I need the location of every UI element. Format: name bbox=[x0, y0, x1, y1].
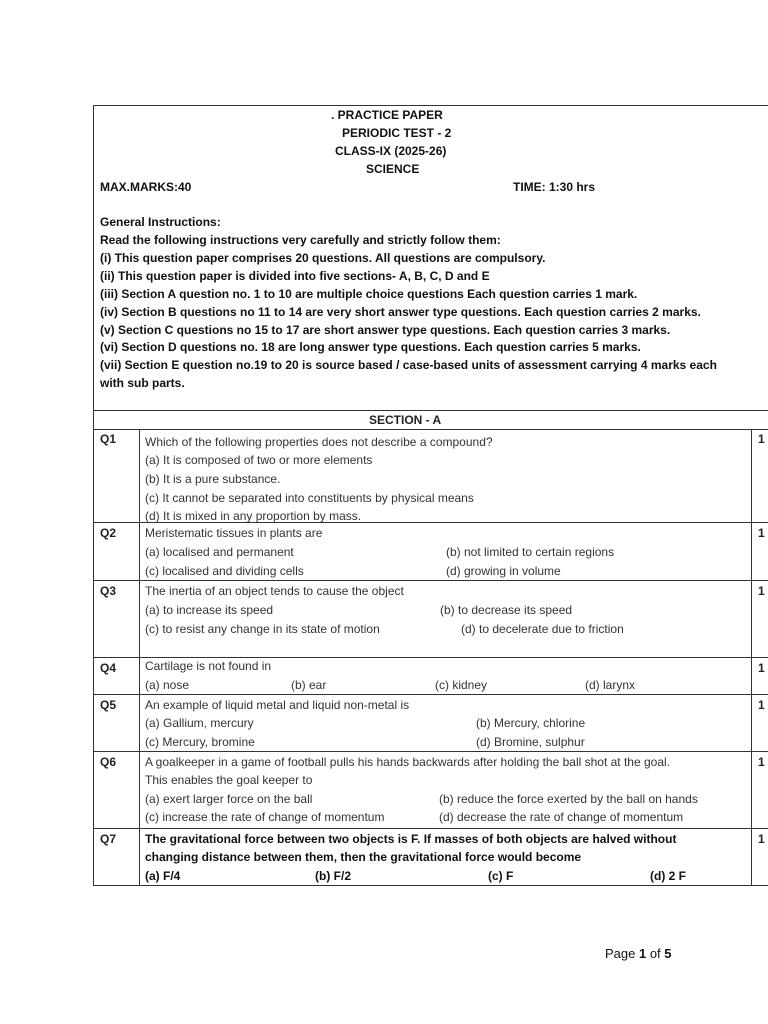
question-number-cell bbox=[94, 581, 140, 657]
option: (b) Mercury, chlorine bbox=[476, 716, 586, 730]
option: (c) to resist any change in its state of motion bbox=[145, 622, 380, 636]
option: (c) Mercury, bromine bbox=[145, 735, 255, 749]
question-number-cell bbox=[94, 658, 140, 694]
option: (c) F bbox=[488, 869, 514, 883]
marks-cell bbox=[751, 752, 768, 828]
option: (c) localised and dividing cells bbox=[145, 564, 304, 578]
question-paper-page bbox=[93, 105, 768, 886]
section-a-title: SECTION - A bbox=[369, 413, 442, 427]
option: (a) localised and permanent bbox=[145, 545, 294, 559]
question-text: Meristematic tissues in plants are bbox=[145, 526, 323, 540]
paper-header bbox=[94, 106, 768, 410]
marks-cell bbox=[751, 695, 768, 751]
option: (b) It is a pure substance. bbox=[145, 472, 281, 486]
option: (d) to decelerate due to friction bbox=[461, 622, 624, 636]
question-number: Q5 bbox=[100, 698, 117, 712]
total-pages: 5 bbox=[664, 946, 672, 961]
instruction-item: (ii) This question paper is divided into five sections- A, B, C, D and E bbox=[100, 269, 490, 283]
title-class: CLASS-IX (2025-26) bbox=[335, 144, 447, 158]
option: (a) exert larger force on the ball bbox=[145, 792, 313, 806]
marks: 1 bbox=[758, 698, 765, 712]
time-allowed: TIME: 1:30 hrs bbox=[513, 180, 596, 194]
instruction-item: (iii) Section A question no. 1 to 10 are multiple choice questions Each question carries 1 mark. bbox=[100, 287, 638, 301]
question-text-continued: This enables the goal keeper to bbox=[145, 773, 313, 787]
marks-cell bbox=[751, 829, 768, 885]
option: (d) decrease the rate of change of momentum bbox=[439, 810, 684, 824]
question-text: Cartilage is not found in bbox=[145, 659, 272, 673]
question-row bbox=[94, 429, 768, 523]
page-prefix: Page bbox=[605, 946, 639, 961]
question-text: Which of the following properties does not describe a compound? bbox=[145, 435, 493, 449]
option: (c) increase the rate of change of momentum bbox=[145, 810, 385, 824]
question-row bbox=[94, 658, 768, 695]
option: (a) nose bbox=[145, 678, 190, 692]
question-text: The inertia of an object tends to cause the object bbox=[145, 584, 404, 598]
section-a-heading bbox=[94, 410, 768, 430]
option: (a) Gallium, mercury bbox=[145, 716, 254, 730]
option: (d) Bromine, sulphur bbox=[476, 735, 585, 749]
question-number-cell bbox=[94, 523, 140, 580]
marks: 1 bbox=[758, 755, 765, 769]
marks: 1 bbox=[758, 526, 765, 540]
title-practice-paper: . PRACTICE PAPER bbox=[331, 108, 443, 122]
marks: 1 bbox=[758, 661, 765, 675]
question-number: Q4 bbox=[100, 661, 117, 675]
option: (d) It is mixed in any proportion by mass. bbox=[145, 509, 362, 523]
question-text-continued: changing distance between them, then the gravitational force would become bbox=[145, 850, 582, 864]
marks-cell bbox=[751, 429, 768, 522]
question-number: Q6 bbox=[100, 755, 117, 769]
option: (a) to increase its speed bbox=[145, 603, 274, 617]
option: (d) 2 F bbox=[650, 869, 686, 883]
option: (d) growing in volume bbox=[446, 564, 561, 578]
instruction-item: (i) This question paper comprises 20 questions. All questions are compulsory. bbox=[100, 251, 546, 265]
question-number-cell bbox=[94, 752, 140, 828]
page-of: of bbox=[646, 946, 665, 961]
question-text: An example of liquid metal and liquid non-metal is bbox=[145, 698, 410, 712]
option: (b) F/2 bbox=[315, 869, 351, 883]
question-row bbox=[94, 695, 768, 752]
option: (a) F/4 bbox=[145, 869, 181, 883]
question-row bbox=[94, 752, 768, 829]
current-page: 1 bbox=[638, 946, 647, 961]
instructions-intro: Read the following instructions very carefully and strictly follow them: bbox=[100, 233, 501, 247]
question-row bbox=[94, 523, 768, 581]
option: (c) It cannot be separated into constituents by physical means bbox=[145, 491, 474, 505]
question-row bbox=[94, 581, 768, 658]
marks-cell bbox=[751, 658, 768, 694]
question-number: Q2 bbox=[100, 526, 117, 540]
instruction-item: (vi) Section D questions no. 18 are long answer type questions. Each question carries 5 marks. bbox=[100, 340, 641, 354]
question-number-cell bbox=[94, 695, 140, 751]
question-number: Q1 bbox=[100, 432, 117, 446]
question-text: The gravitational force between two objects is F. If masses of both objects are halved without bbox=[145, 832, 677, 846]
max-marks: MAX.MARKS:40 bbox=[100, 180, 192, 194]
marks: 1 bbox=[758, 832, 765, 846]
instruction-item: (iv) Section B questions no 11 to 14 are very short answer type questions. Each question carries 2 marks. bbox=[100, 305, 701, 319]
marks: 1 bbox=[758, 584, 765, 598]
question-number-cell bbox=[94, 829, 140, 885]
option: (c) kidney bbox=[435, 678, 488, 692]
question-number: Q3 bbox=[100, 584, 117, 598]
option: (d) larynx bbox=[585, 678, 636, 692]
option: (b) reduce the force exerted by the ball on hands bbox=[439, 792, 698, 806]
option: (b) ear bbox=[291, 678, 327, 692]
marks-cell bbox=[751, 581, 768, 657]
page-number-footer bbox=[605, 946, 672, 961]
question-row bbox=[94, 829, 768, 886]
instruction-item: with sub parts. bbox=[100, 376, 185, 390]
title-subject: SCIENCE bbox=[366, 162, 420, 176]
question-number-cell bbox=[94, 429, 140, 522]
question-text: A goalkeeper in a game of football pulls his hands backwards after holding the ball shot at the goal. bbox=[145, 755, 671, 769]
option: (a) It is composed of two or more elements bbox=[145, 453, 373, 467]
instruction-item: (v) Section C questions no 15 to 17 are short answer type questions. Each question carries 3 marks. bbox=[100, 323, 671, 337]
instructions-heading: General Instructions: bbox=[100, 215, 221, 229]
instruction-item: (vii) Section E question no.19 to 20 is source based / case-based units of assessment carrying 4 marks each bbox=[100, 358, 717, 372]
option: (b) to decrease its speed bbox=[440, 603, 573, 617]
marks-cell bbox=[751, 523, 768, 580]
option: (b) not limited to certain regions bbox=[446, 545, 615, 559]
question-number: Q7 bbox=[100, 832, 117, 846]
title-periodic-test: PERIODIC TEST - 2 bbox=[342, 126, 452, 140]
marks: 1 bbox=[758, 432, 765, 446]
